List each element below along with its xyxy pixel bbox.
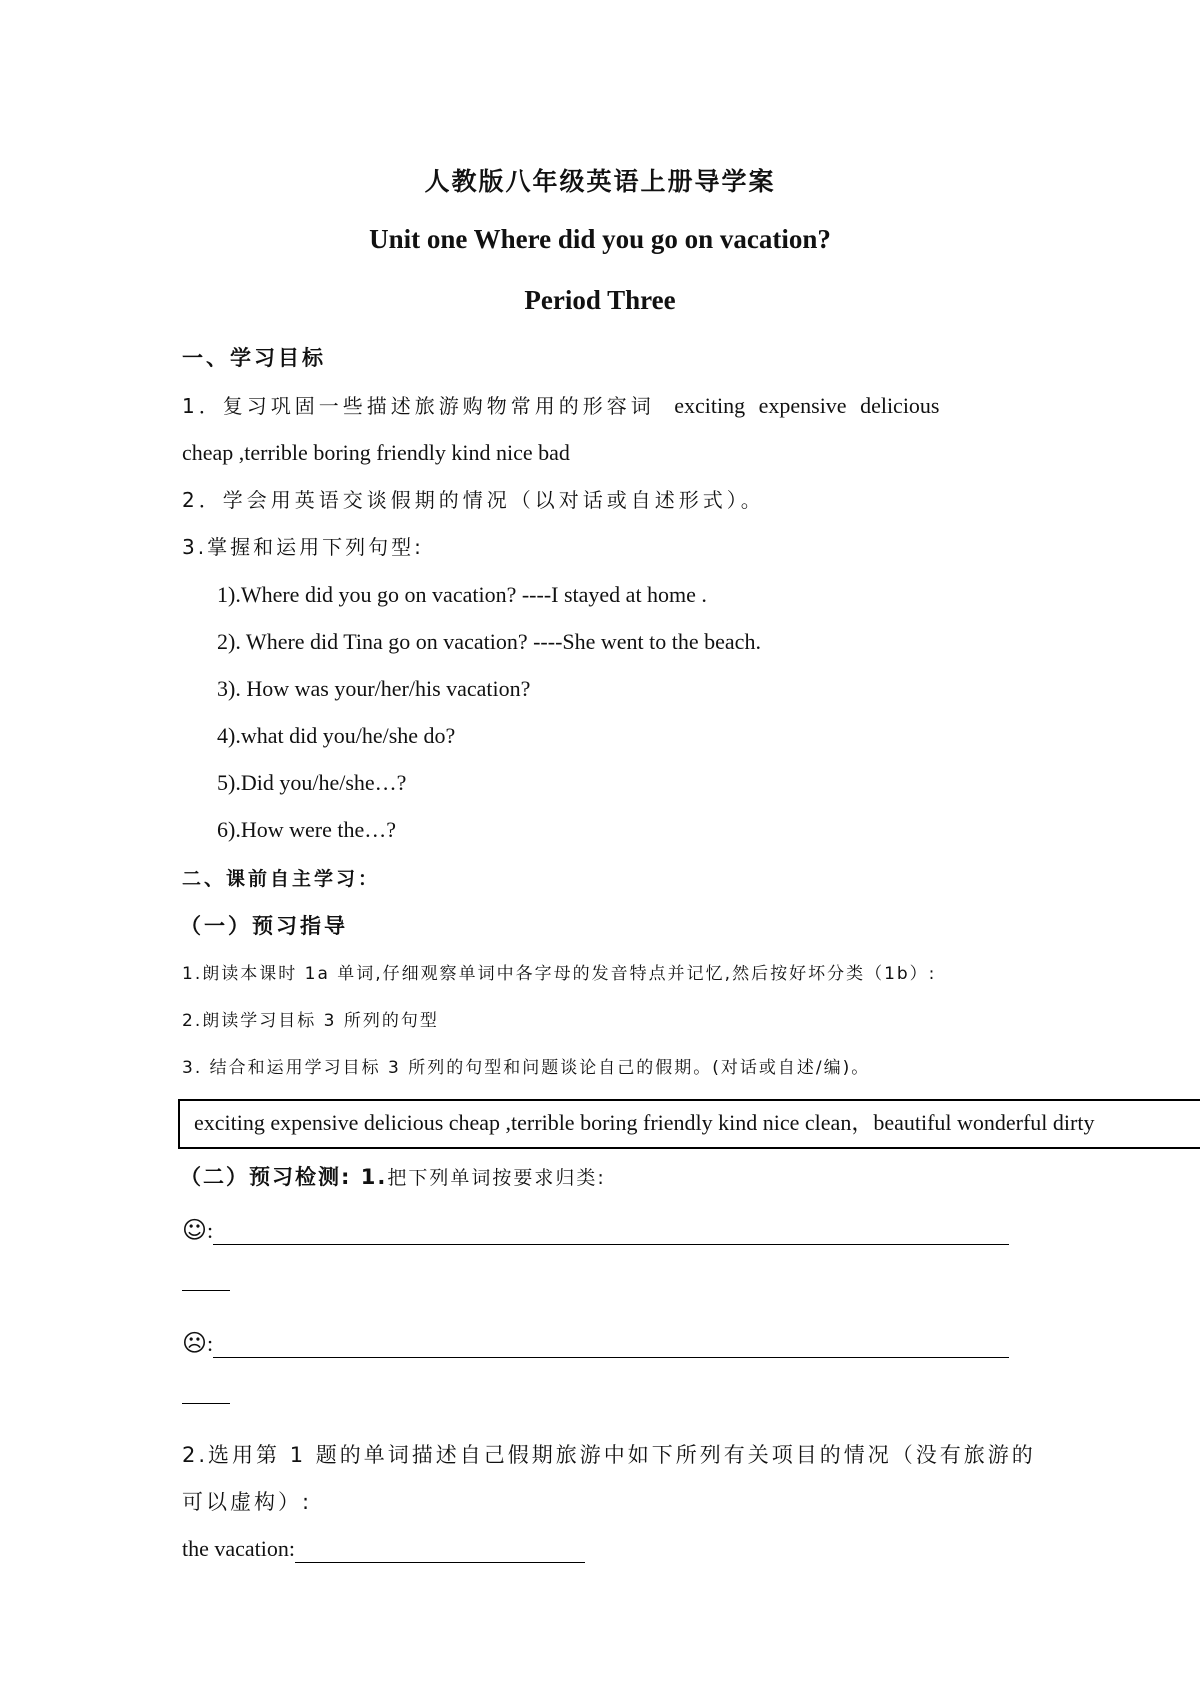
objective-3-heading: 3.掌握和运用下列句型: <box>182 535 424 559</box>
sentence-pattern-4: 4).what did you/he/she do? <box>217 723 456 748</box>
guide-item-1: 1.朗读本课时 1a 单词,仔细观察单词中各字母的发音特点并记忆,然后按好坏分类（1b）: <box>182 964 937 984</box>
word-bank-box: exciting expensive delicious cheap ,terrible boring friendly kind nice clean，beautiful wonderful dirty <box>178 1099 1200 1149</box>
sentence-pattern-6: 6).How were the…? <box>217 817 396 842</box>
negative-answer-blank-continued[interactable] <box>182 1403 230 1404</box>
objective-2: 2．学会用英语交谈假期的情况（以对话或自述形式）。 <box>182 488 765 512</box>
objective-1-cn: 1．复习巩固一些描述旅游购物常用的形容词 <box>182 394 655 418</box>
sentence-pattern-1: 1).Where did you go on vacation? ----I stayed at home . <box>217 582 707 607</box>
question-2-line-1: 2.选用第 1 题的单词描述自己假期旅游中如下所列有关项目的情况（没有旅游的 <box>182 1443 1036 1467</box>
positive-answer-blank[interactable] <box>213 1222 1009 1245</box>
negative-colon: : <box>207 1331 214 1356</box>
vacation-row <box>182 1535 585 1563</box>
negative-answer-blank[interactable] <box>213 1335 1009 1358</box>
preview-test-label: （二）预习检测: 1. <box>180 1165 388 1189</box>
unit-title: Unit one Where did you go on vacation? <box>369 224 831 254</box>
sentence-pattern-2: 2). Where did Tina go on vacation? ----She went to the beach. <box>217 629 761 654</box>
section1-heading: 一、学习目标 <box>182 346 326 370</box>
smiley-face-icon: ☺ <box>182 1216 208 1244</box>
vacation-label: the vacation: <box>182 1536 296 1561</box>
guide-item-3: 3. 结合和运用学习目标 3 所列的句型和问题谈论自己的假期。(对话或自述/编)。 <box>182 1058 871 1078</box>
vacation-answer-blank[interactable] <box>295 1540 585 1563</box>
sentence-pattern-3: 3). How was your/her/his vacation? <box>217 676 531 701</box>
period-title: Period Three <box>524 285 676 315</box>
preview-test-instruction: 把下列单词按要求归类: <box>387 1167 606 1189</box>
positive-colon: : <box>207 1218 214 1243</box>
objective-1 <box>182 392 940 420</box>
document-title-cn: 人教版八年级英语上册导学案 <box>424 167 776 196</box>
objective-1-adjectives: exciting expensive delicious <box>674 393 940 418</box>
preview-guide-heading: （一）预习指导 <box>180 914 348 938</box>
positive-answer-blank-continued[interactable] <box>182 1290 230 1291</box>
question-2-line-2: 可以虚构）: <box>182 1490 313 1514</box>
negative-words-row <box>182 1329 1009 1358</box>
guide-item-2: 2.朗读学习目标 3 所列的句型 <box>182 1011 439 1031</box>
frowning-face-icon: ☹ <box>182 1329 208 1357</box>
objective-1-continued: cheap ,terrible boring friendly kind nice bad <box>182 440 570 465</box>
positive-words-row <box>182 1216 1009 1245</box>
section2-heading: 二、课前自主学习： <box>182 868 381 890</box>
preview-test-heading <box>180 1163 606 1192</box>
sentence-pattern-5: 5).Did you/he/she…? <box>217 770 407 795</box>
